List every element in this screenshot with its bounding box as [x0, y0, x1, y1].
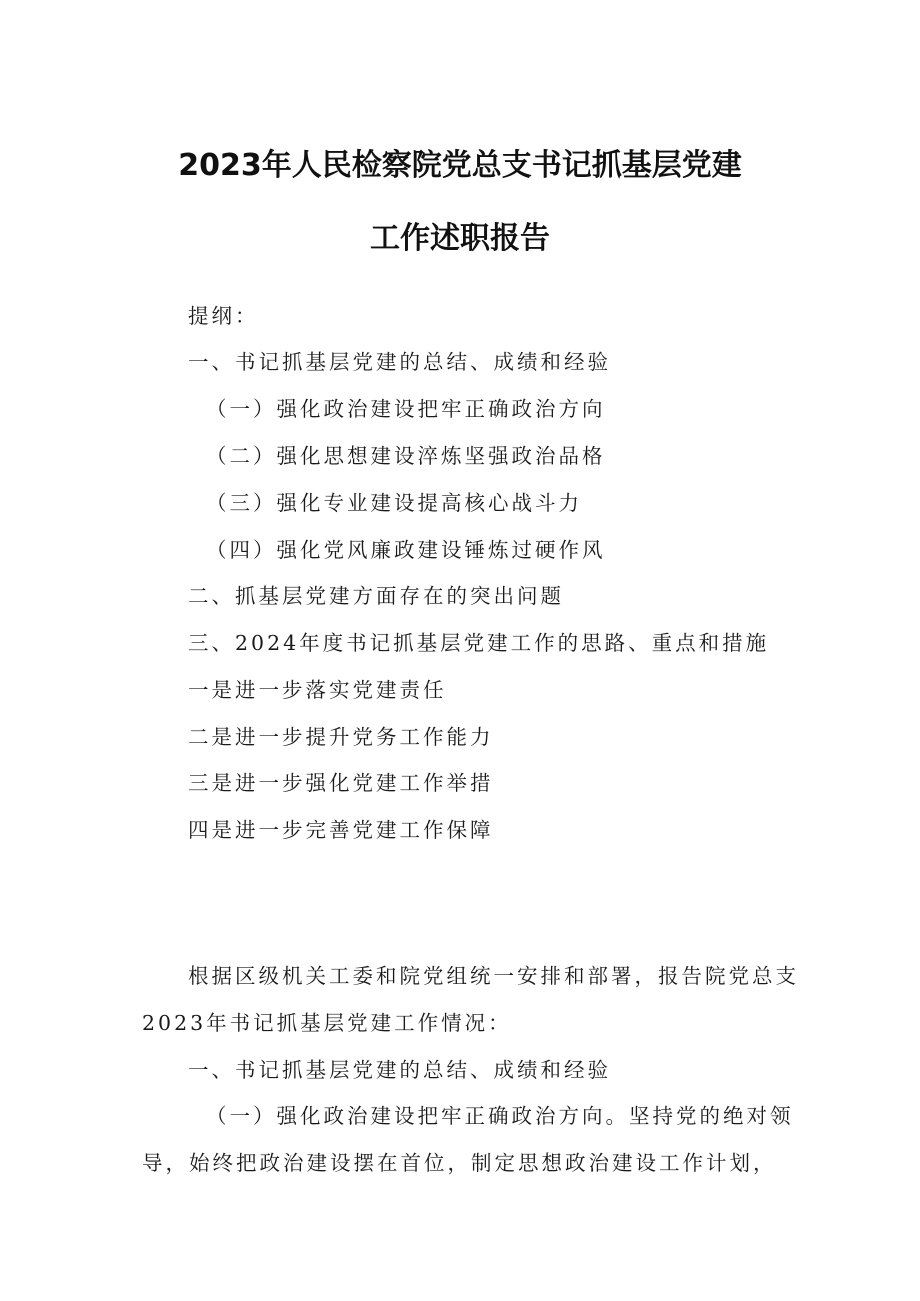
outline-heading: 提纲：: [188, 304, 259, 328]
document-title-line-1: 2023年人民检察院党总支书记抓基层党建: [178, 148, 742, 183]
paragraph-2-line-1: （一）强化政治建设把牢正确政治方向。坚持党的绝对领: [206, 1104, 794, 1128]
document-title-line-2: 工作述职报告: [370, 221, 550, 256]
outline-item: 三、2024年度书记抓基层党建工作的思路、重点和措施: [188, 631, 770, 655]
outline-item: （三）强化专业建设提高核心战斗力: [206, 491, 582, 515]
outline-item: 四是进一步完善党建工作保障: [188, 818, 494, 842]
outline-item: 三是进一步强化党建工作举措: [188, 771, 494, 795]
outline-item: 二、抓基层党建方面存在的突出问题: [188, 584, 564, 608]
outline-item: （一）强化政治建设把牢正确政治方向: [206, 397, 606, 421]
paragraph-1-line-1: 根据区级机关工委和院党组统一安排和部署，报告院党总支: [188, 964, 799, 988]
outline-item: 一是进一步落实党建责任: [188, 678, 447, 702]
outline-item: 二是进一步提升党务工作能力: [188, 725, 494, 749]
outline-item: （二）强化思想建设淬炼坚强政治品格: [206, 444, 606, 468]
outline-item: （四）强化党风廉政建设锤炼过硬作风: [206, 538, 606, 562]
section-heading-1: 一、书记抓基层党建的总结、成绩和经验: [188, 1058, 611, 1082]
paragraph-1-line-2: 2023年书记抓基层党建工作情况：: [142, 1011, 512, 1035]
outline-item: 一、书记抓基层党建的总结、成绩和经验: [188, 350, 611, 374]
paragraph-2-line-2: 导，始终把政治建设摆在首位，制定思想政治建设工作计划，: [142, 1151, 777, 1175]
